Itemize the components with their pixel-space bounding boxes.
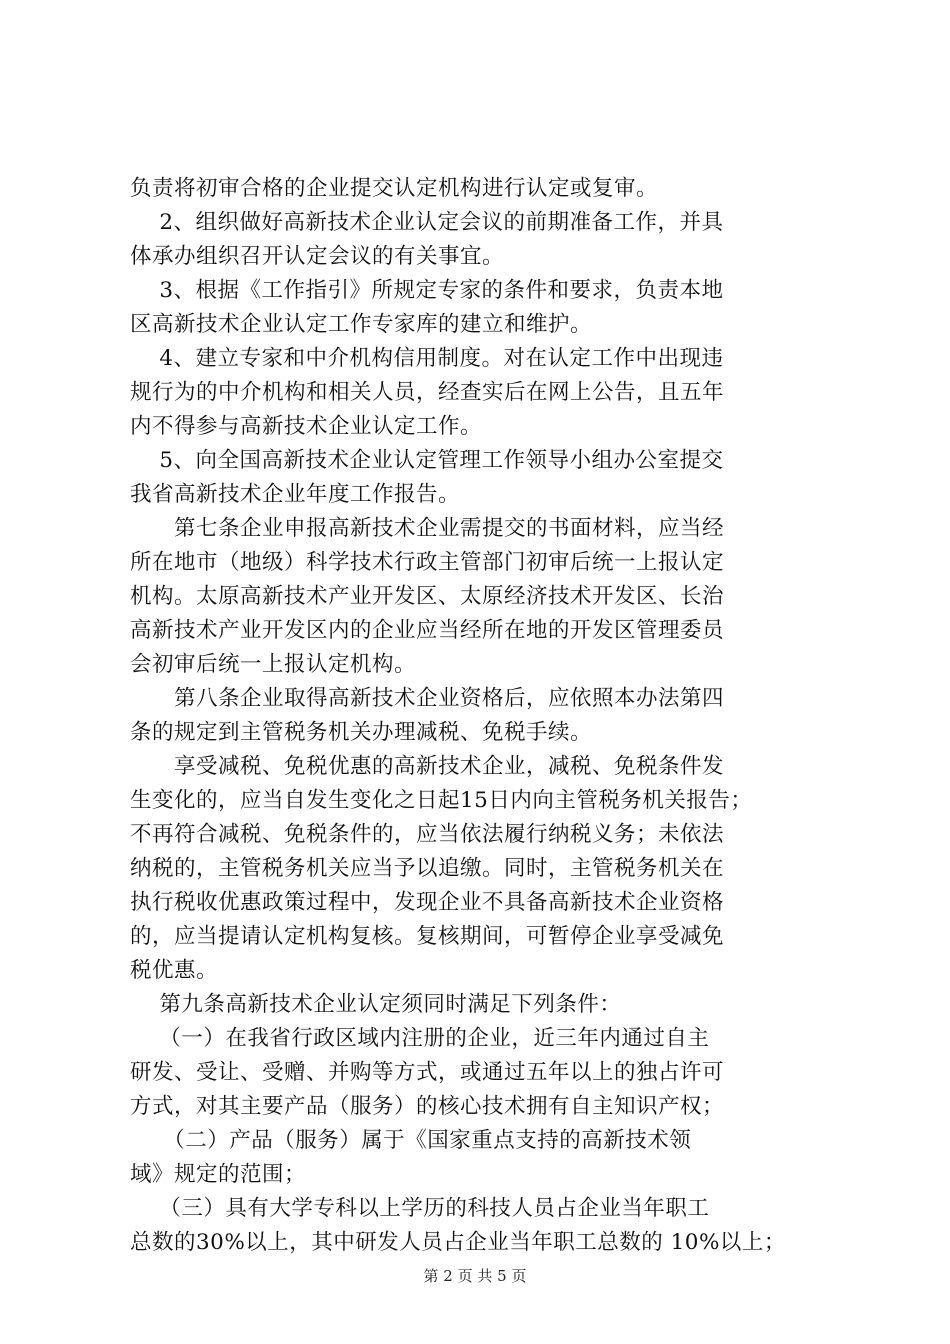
text-line: 第八条企业取得高新技术企业资格后，应依照本办法第四 xyxy=(130,686,725,711)
text-line: 3、根据《工作指引》所规定专家的条件和要求，负责本地 xyxy=(130,278,724,303)
text-line: 域》规定的范围； xyxy=(130,1162,307,1187)
text-line: 不再符合减税、免税条件的，应当依法履行纳税义务；未依法 xyxy=(130,822,725,847)
text-line: 总数的30%以上，其中研发人员占企业当年职工总数的 10%以上； xyxy=(130,1230,786,1255)
text-line: 纳税的，主管税务机关应当予以追缴。同时，主管税务机关在 xyxy=(130,856,725,881)
text-line: （三）具有大学专科以上学历的科技人员占企业当年职工 xyxy=(130,1196,710,1221)
text-line: 执行税收优惠政策过程中，发现企业不具备高新技术企业资格 xyxy=(130,890,725,915)
text-line: 4、建立专家和中介机构信用制度。对在认定工作中出现违 xyxy=(130,346,724,371)
text-line: 高新技术产业开发区内的企业应当经所在地的开发区管理委员 xyxy=(130,618,725,643)
page-number-footer: 第 2 页 共 5 页 xyxy=(423,1267,527,1285)
text-line: 的，应当提请认定机构复核。复核期间，可暂停企业享受减免 xyxy=(130,924,725,949)
text-line: 所在地市（地级）科学技术行政主管部门初审后统一上报认定 xyxy=(130,550,725,575)
text-line: 条的规定到主管税务机关办理减税、免税手续。 xyxy=(130,720,593,745)
text-line: 第九条高新技术企业认定须同时满足下列条件： xyxy=(130,992,622,1017)
text-line: 2、组织做好高新技术企业认定会议的前期准备工作，并具 xyxy=(130,210,724,235)
document-body xyxy=(130,172,840,1260)
text-line: （一）在我省行政区域内注册的企业，近三年内通过自主 xyxy=(130,1026,710,1051)
text-line: 方式，对其主要产品（服务）的核心技术拥有自主知识产权； xyxy=(130,1094,725,1119)
text-line: 区高新技术企业认定工作专家库的建立和维护。 xyxy=(130,312,593,337)
text-line: 负责将初审合格的企业提交认定机构进行认定或复审。 xyxy=(130,176,659,201)
text-line: 会初审后统一上报认定机构。 xyxy=(130,652,417,677)
text-line: 5、向全国高新技术企业认定管理工作领导小组办公室提交 xyxy=(130,448,724,473)
text-line: 生变化的，应当自发生变化之日起15日内向主管税务机关报告； xyxy=(130,788,753,813)
text-line: 机构。太原高新技术产业开发区、太原经济技术开发区、长治 xyxy=(130,584,725,609)
text-line: 税优惠。 xyxy=(130,958,219,983)
text-line: 体承办组织召开认定会议的有关事宜。 xyxy=(130,244,505,269)
text-line: （二）产品（服务）属于《国家重点支持的高新技术领 xyxy=(130,1128,692,1153)
text-line: 研发、受让、受赠、并购等方式，或通过五年以上的独占许可 xyxy=(130,1060,725,1085)
text-line: 享受减税、免税优惠的高新技术企业，减税、免税条件发 xyxy=(130,754,725,779)
text-line: 内不得参与高新技术企业认定工作。 xyxy=(130,414,483,439)
text-line: 第七条企业申报高新技术企业需提交的书面材料，应当经 xyxy=(130,516,725,541)
text-line: 规行为的中介机构和相关人员，经查实后在网上公告，且五年 xyxy=(130,380,725,405)
text-line: 我省高新技术企业年度工作报告。 xyxy=(130,482,461,507)
